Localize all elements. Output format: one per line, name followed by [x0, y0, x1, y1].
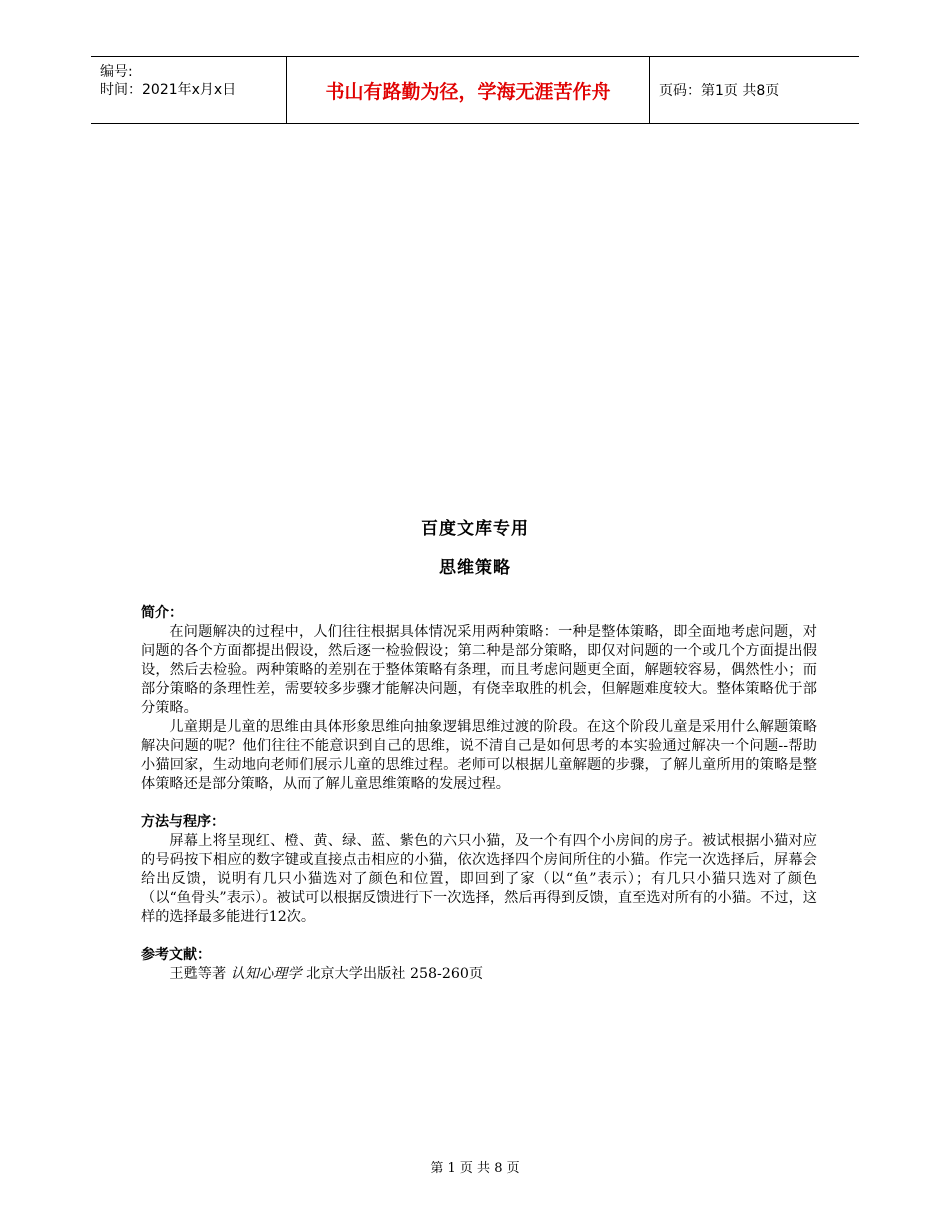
reference-author: 王甦等著 — [169, 966, 227, 982]
references-heading: 参考文献： — [141, 947, 211, 963]
time-label: 时间：2021年x月x日 — [100, 82, 237, 98]
reference-entry — [141, 965, 817, 984]
reference-book-title: 认知心理学 — [230, 966, 302, 982]
document-subtitle: 思维策略 — [439, 558, 511, 578]
number-label: 编号: — [100, 64, 133, 80]
page-footer: 第 1 页 共 8 页 — [430, 1161, 520, 1176]
intro-heading: 简介： — [141, 605, 183, 621]
document-body — [141, 604, 817, 984]
intro-paragraph-1: 在问题解决的过程中，人们往往根据具体情况采用两种策略：一种是整体策略，即全面地考虑问题，对问题的各个方面都提出假设，然后逐一检验假设；第二种是部分策略，即仅对问题的一个或几个方面提出假设，然后去检验。两种策略的差别在于整体策略有条理，而且考虑问题更全面，解题较容易，偶然性小；而部分策略的条理性差，需要较多步骤才能解决问题，有侥幸取胜的机会，但解题难度较大。整体策略优于部分策略。 — [141, 624, 817, 716]
method-paragraph-1: 屏幕上将呈现红、橙、黄、绿、蓝、紫色的六只小猫，及一个有四个小房间的房子。被试根据小猫对应的号码按下相应的数字键或直接点击相应的小猫，依次选择四个房间所住的小猫。作完一次选择后，屏幕会给出反馈，说明有几只小猫选对了颜色和位置，即回到了家（以“鱼”表示）；有几只小猫只选对了颜色（以“鱼骨头”表示）。被试可以根据反馈进行下一次选择，然后再得到反馈，直至选对所有的小猫。不过，这样的选择最多能进行12次。 — [141, 833, 817, 925]
motto-text: 书山有路勤为径，学海无涯苦作舟 — [325, 80, 611, 103]
document-title: 百度文库专用 — [421, 519, 529, 539]
page-header — [91, 56, 859, 124]
header-page-cell — [650, 57, 859, 123]
page-code: 页码：第1页 共8页 — [659, 83, 780, 99]
method-heading: 方法与程序： — [141, 814, 225, 830]
header-meta-cell — [91, 57, 287, 123]
intro-paragraph-2: 儿童期是儿童的思维由具体形象思维向抽象逻辑思维过渡的阶段。在这个阶段儿童是采用什么解题策略解决问题的呢？他们往往不能意识到自己的思维，说不清自己是如何思考的本实验通过解决一个问题--帮助小猫回家，生动地向老师们展示儿童的思维过程。老师可以根据儿童解题的步骤，了解儿童所用的策略是整体策略还是部分策略，从而了解儿童思维策略的发展过程。 — [141, 719, 817, 792]
header-motto-cell — [287, 57, 650, 123]
reference-publisher: 北京大学出版社 258-260页 — [306, 966, 484, 982]
